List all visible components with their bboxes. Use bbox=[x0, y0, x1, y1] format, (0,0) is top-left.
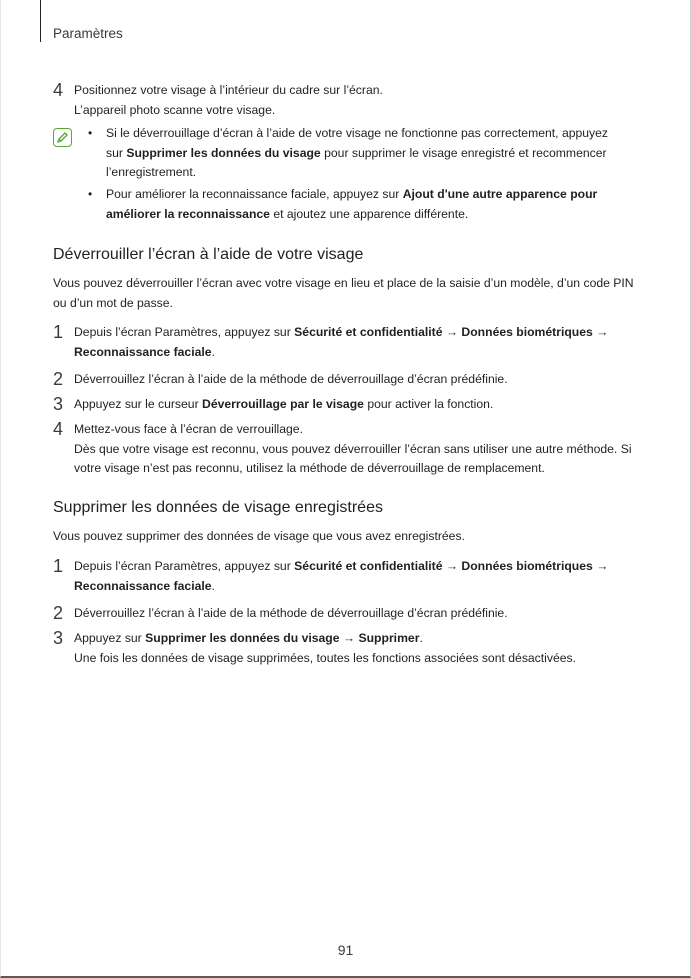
note-text bbox=[106, 124, 611, 183]
step-line: Mettez-vous face à l’écran de verrouillage. bbox=[74, 422, 303, 436]
step-text bbox=[74, 395, 644, 415]
step-text bbox=[74, 420, 634, 479]
bold-span: Sécurité et confidentialité → Données biométriques → Reconnaissance faciale bbox=[74, 559, 609, 593]
text-span: Pour améliorer la reconnaissance faciale, appuyez sur bbox=[106, 187, 403, 201]
text-span: Appuyez sur le curseur bbox=[74, 397, 203, 411]
text-span: Déverrouillez l’écran à l’aide de la méthode de déverrouillage d’écran prédéfinie. bbox=[74, 372, 508, 386]
text-span: pour supprimer le visage enregistré et recommencer l’enregistrement. bbox=[106, 145, 607, 179]
text-span: Depuis l’écran Paramètres, appuyez sur bbox=[74, 325, 295, 339]
bold-span: Supprimer les données du visage → Supprimer bbox=[145, 631, 420, 645]
header-rule bbox=[40, 0, 41, 42]
note-text bbox=[106, 185, 611, 224]
step-number: 4 bbox=[53, 80, 64, 100]
bold-span: Sécurité et confidentialité → Données biométriques → Reconnaissance faciale bbox=[74, 325, 609, 359]
step-number: 1 bbox=[53, 322, 64, 342]
page-header-title: Paramètres bbox=[53, 26, 123, 41]
text-span: et ajoutez une apparence différente. bbox=[269, 206, 469, 221]
text-span: Depuis l’écran Paramètres, appuyez sur bbox=[74, 559, 295, 573]
step-text bbox=[74, 604, 644, 624]
section-title: Déverrouiller l’écran à l’aide de votre visage bbox=[53, 246, 364, 263]
section-intro: Vous pouvez déverrouiller l’écran avec votre visage en lieu et place de la saisie d’un modèle, d’un code PIN ou d’un mot de passe. bbox=[53, 276, 634, 310]
step-number: 1 bbox=[53, 556, 64, 576]
step-number: 3 bbox=[53, 394, 64, 414]
text-span: . bbox=[211, 578, 215, 593]
step-text bbox=[74, 557, 614, 596]
section-intro: Vous pouvez supprimer des données de visage que vous avez enregistrées. bbox=[53, 529, 465, 543]
step-text bbox=[74, 629, 644, 668]
section-title: Supprimer les données de visage enregistrées bbox=[53, 499, 383, 516]
text-span: pour activer la fonction. bbox=[363, 397, 494, 411]
page-number: 91 bbox=[337, 942, 354, 958]
bold-span: Déverrouillage par le visage bbox=[202, 397, 364, 411]
step-text bbox=[74, 323, 614, 362]
step-line bbox=[74, 629, 644, 649]
step-number: 2 bbox=[53, 603, 64, 623]
text-span: Appuyez sur bbox=[74, 631, 146, 645]
step-detail: Dès que votre visage est reconnu, vous pouvez déverrouiller l’écran sans utiliser une autre méthode. Si votre visage n’est pas reconnu, utilisez la méthode de déverrouillage de remplacement. bbox=[74, 441, 632, 475]
bold-span: Supprimer les données du visage bbox=[126, 145, 321, 160]
step-detail: Une fois les données de visage supprimées, toutes les fonctions associées sont désactivées. bbox=[74, 650, 577, 665]
step-number: 3 bbox=[53, 628, 64, 648]
step-text bbox=[74, 370, 644, 390]
text-span: Si le déverrouillage d’écran à l’aide de votre visage ne fonctionne pas correctement, appuyez sur bbox=[106, 126, 609, 160]
step-number: 2 bbox=[53, 369, 64, 389]
step-number: 4 bbox=[53, 419, 64, 439]
step-line: Positionnez votre visage à l’intérieur du cadre sur l’écran. bbox=[74, 83, 383, 97]
pencil-note-icon bbox=[53, 128, 72, 147]
bullet: • bbox=[88, 187, 93, 201]
text-span: Déverrouillez l’écran à l’aide de la méthode de déverrouillage d’écran prédéfinie. bbox=[74, 606, 508, 620]
text-span: . bbox=[211, 344, 215, 359]
text-span: . bbox=[419, 631, 423, 645]
bold-span: Ajout d'une autre apparence pour améliorer la reconnaissance bbox=[106, 187, 598, 221]
step-text bbox=[74, 81, 644, 120]
bullet: • bbox=[88, 126, 93, 140]
step-line: L’appareil photo scanne votre visage. bbox=[74, 102, 276, 117]
